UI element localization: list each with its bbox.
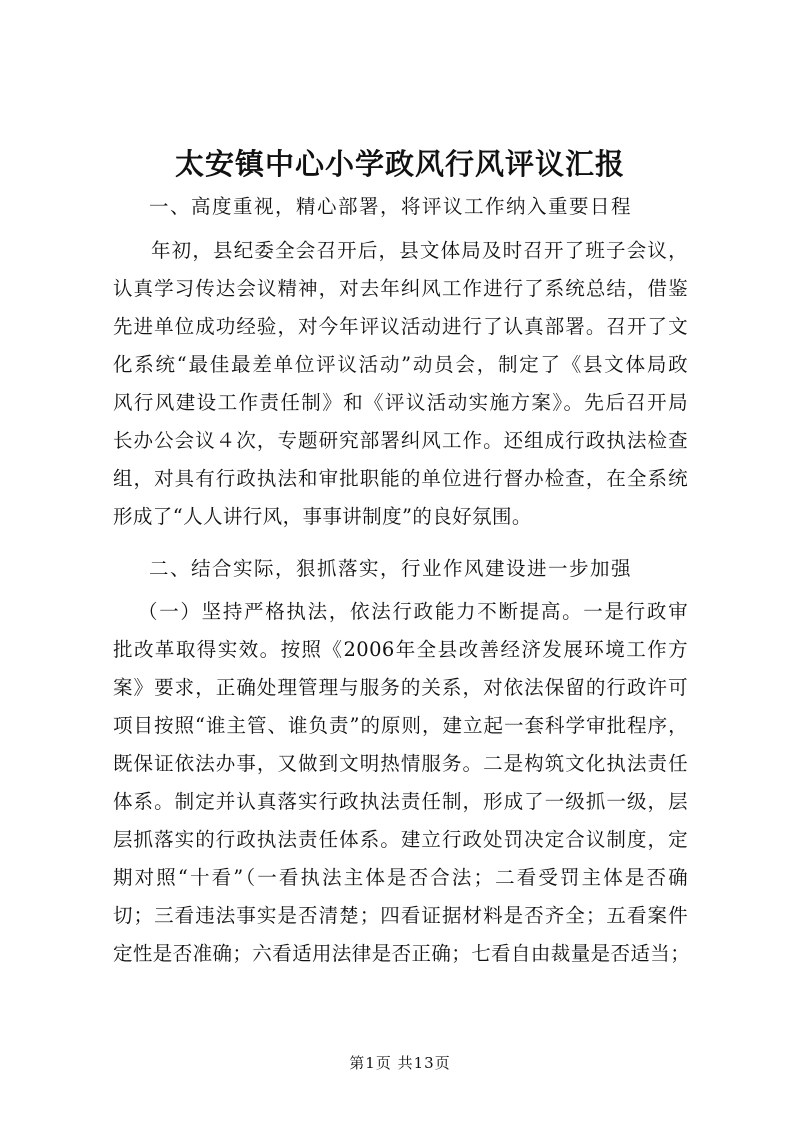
section-1-heading: 一、高度重视，精心部署，将评议工作纳入重要日程	[149, 195, 633, 218]
page-footer: 第1页 共13页	[349, 1054, 451, 1072]
section-1-line: 先进单位成功经验，对今年评议活动进行了认真部署。召开了文	[113, 315, 688, 338]
section-2-heading: 二、结合实际，狠抓落实，行业作风建设进一步加强	[149, 557, 633, 580]
section-2-line: 案》要求，正确处理管理与服务的关系，对依法保留的行政许可	[113, 676, 688, 699]
section-1-line: 长办公会议４次，专题研究部署纠风工作。还组成行政执法检查	[113, 429, 688, 452]
section-2-line: （一）坚持严格执法，依法行政能力不断提高。一是行政审	[138, 600, 688, 623]
section-1-line: 化系统“最佳最差单位评议活动”动员会，制定了《县文体局政	[113, 353, 688, 376]
section-2-line: 项目按照“谁主管、谁负责”的原则，建立起一套科学审批程序，	[113, 714, 688, 737]
section-2-line: 期对照“十看”（一看执法主体是否合法；二看受罚主体是否确	[113, 866, 688, 889]
section-2-line: 批改革取得实效。按照《2006年全县改善经济发展环境工作方	[113, 638, 688, 661]
section-2-line: 既保证依法办事，又做到文明热情服务。二是构筑文化执法责任	[113, 752, 688, 775]
section-1-line: 组，对具有行政执法和审批职能的单位进行督办检查，在全系统	[113, 467, 688, 490]
section-2-line: 定性是否准确；六看适用法律是否正确；七看自由裁量是否适当；	[113, 942, 691, 965]
section-2-line: 层抓落实的行政执法责任体系。建立行政处罚决定合议制度，定	[113, 828, 688, 851]
document-title: 太安镇中心小学政风行风评议汇报	[174, 147, 625, 181]
section-2-line: 体系。制定并认真落实行政执法责任制，形成了一级抓一级，层	[113, 790, 688, 813]
section-2-line: 切；三看违法事实是否清楚；四看证据材料是否齐全；五看案件	[113, 904, 688, 927]
section-1-line: 年初，县纪委全会召开后，县文体局及时召开了班子会议，	[151, 239, 688, 262]
section-1-line: 认真学习传达会议精神，对去年纠风工作进行了系统总结，借鉴	[113, 277, 688, 300]
section-1-line: 风行风建设工作责任制》和《评议活动实施方案》。先后召开局	[113, 391, 688, 414]
section-1-line: 形成了“人人讲行风，事事讲制度”的良好氛围。	[113, 505, 532, 528]
